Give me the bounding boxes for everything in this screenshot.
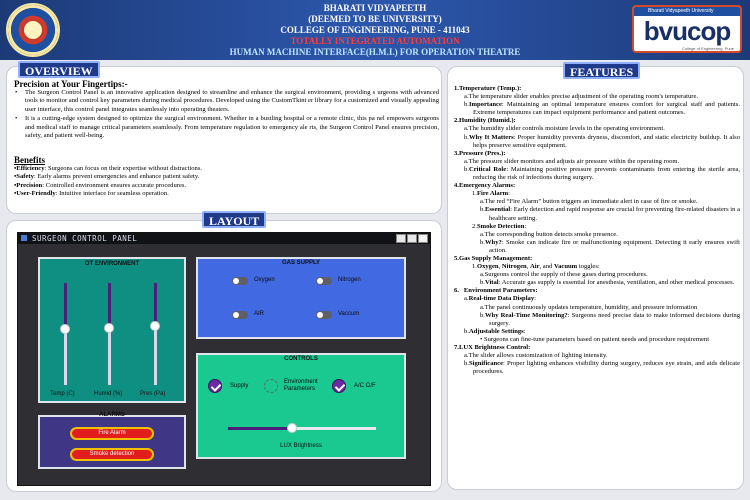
maximize-button[interactable] — [407, 234, 417, 243]
app-icon — [21, 235, 27, 241]
pressure-slider[interactable] — [154, 283, 157, 385]
feature-line: 2.Smoke Detection: — [472, 222, 527, 230]
benefits-list — [14, 165, 202, 199]
feature-line: b.Essential: Early detection and rapid response are crucial for preventing fire-related disasters in a healthcare setting. — [480, 206, 740, 222]
benefits-title: Benefits — [14, 155, 45, 165]
vacuum-label: Vaccum — [338, 311, 360, 317]
feature-line: b.Why?: Smoke can indicate fire or malfunctioning equipment. Detecting it early ensures swift action. — [480, 238, 740, 254]
ac-onoff-label: A/C O/F — [354, 383, 376, 389]
humidity-label: Humid (%) — [94, 391, 123, 397]
feature-line: a.The corresponding button detects smoke presence. — [480, 230, 618, 238]
college-name: COLLEGE OF ENGINEERING, PUNE - 411043 — [280, 25, 470, 35]
alarms-title: ALARMS — [99, 412, 125, 418]
close-button[interactable] — [418, 234, 428, 243]
feature-line: 1.Temperature (Temp.): — [454, 85, 522, 92]
overview-point: • It is a cutting-edge system designed to optimize the surgical environment. Whether in a bustling hospital or a remote clinic, this pa nel empowers surgeons and medical staff to manage critical parameters seamlessly. From temperature regulation to emergency ale rts, the Surgeon Control Panel ensures precision, safety, and patient well-being. — [13, 115, 439, 140]
feature-line: b.Importance: Maintaining an optimal temperature ensures comfort for surgical staff and patients. Extreme temperatures can impact equipment performance and patient outcomes. — [464, 101, 740, 117]
feature-line: a.Real-time Data Display: — [464, 295, 536, 303]
environment-parameters-checkbox[interactable] — [264, 379, 278, 393]
university-name: BHARATI VIDYAPEETH — [323, 3, 427, 13]
feature-line: a.The panel continuously updates temperature, humidity, and pressure information — [480, 303, 698, 311]
feature-line: a.Surgeons control the supply of these gases during procedures. — [480, 271, 648, 279]
fire-alarm-button[interactable]: Fire Alarm — [70, 427, 154, 440]
vacuum-toggle[interactable] — [316, 311, 332, 319]
university-status: (DEEMED TO BE UNIVERSITY) — [308, 14, 442, 24]
window-titlebar[interactable] — [18, 233, 430, 244]
department-title: TOTALLY INTEGRATED AUTOMATION — [290, 36, 460, 46]
college-logo: Bharati Vidyapeeth University bvucop College of Engineering, Pune — [632, 5, 742, 53]
features-panel — [447, 66, 744, 490]
feature-line: b.Vital: Accurate gas supply is essential for anesthesia, ventilation, and other medical processes. — [480, 279, 735, 287]
overview-points — [13, 89, 439, 141]
feature-line: b.Significance: Proper lighting enhances visibility during surgery, reduces eye strain, and aids delicate procedures. — [464, 360, 740, 376]
oxygen-label: Oxygen — [254, 277, 275, 283]
slider-knob[interactable] — [150, 321, 160, 331]
supply-checkbox[interactable] — [208, 379, 222, 393]
environment-parameters-label: Environment Parameters — [284, 379, 318, 392]
nitrogen-toggle[interactable] — [316, 277, 332, 285]
humidity-slider[interactable] — [108, 283, 111, 385]
ot-environment-title: OT ENVIRONMENT — [84, 261, 140, 267]
ac-onoff-checkbox[interactable] — [332, 379, 346, 393]
overview-point: • The Surgeon Control Panel is an innovative application designed to streamline and enhance the surgical environment, providing s urgeons with advanced tools to monitor and control key parameters during medical procedures. Developed using the CustomTkint er library for a customized and visually appealing user interface, this control panel integrates seamlessly into operating theaters. — [13, 89, 439, 114]
feature-line: b.Critical Role: Maintaining positive pressure prevents contaminants from entering the sterile area, reducing the risk of infections during surgery. — [464, 165, 740, 182]
surgeon-control-panel-window — [17, 232, 431, 486]
overview-tag: OVERVIEW — [18, 61, 100, 78]
layout-tag: LAYOUT — [202, 211, 266, 228]
slider-knob[interactable] — [104, 323, 114, 333]
header-title-block — [160, 3, 590, 58]
benefit-item: •Safety: Early alarms prevent emergencies and enhance patient safety. — [14, 173, 200, 181]
temperature-label: Temp (C) — [50, 391, 75, 397]
poster-header — [0, 0, 750, 60]
window-title: SURGEON CONTROL PANEL — [32, 234, 138, 243]
feature-line: 1.Oxygen, Nitrogen, Air, and Vacuum toggles: — [472, 263, 600, 271]
supply-label: Supply — [230, 383, 249, 389]
controls-section — [196, 353, 406, 459]
feature-line: 4.Emergency Alarms: — [454, 182, 516, 190]
feature-line: 1.Fire Alarm: — [472, 190, 510, 198]
feature-line: b.Why It Matters: Proper humidity prevents dryness, discomfort, and static electricity buildup. It also helps preserve sensitive equipment. — [464, 133, 740, 149]
controls-title: CONTROLS — [284, 356, 318, 362]
logo-wordmark: bvucop — [643, 16, 731, 46]
feature-line: 2.Humidity (Humid.): — [454, 117, 516, 125]
benefit-item: •Efficiency: Surgeons can focus on their expertise without distractions. — [14, 165, 203, 172]
feature-line: 7.LUX Brightness Control: — [454, 344, 531, 351]
feature-line: a.The red “Fire Alarm” button triggers an immediate alert in case of fire or smoke. — [480, 198, 698, 206]
pressure-label: Pres (Pa) — [140, 391, 166, 397]
temperature-slider[interactable] — [64, 283, 67, 385]
feature-line: b.Why Real-Time Monitoring?: Surgeons need precise data to make informed decisions during surgery. — [480, 311, 740, 327]
air-toggle[interactable] — [232, 311, 248, 319]
feature-line: a.The temperature slider enables precise adjustment of the operating room's temperature. — [464, 93, 699, 101]
feature-line: a.The pressure slider monitors and adjusts air pressure within the operating room. — [464, 157, 680, 165]
gas-supply-section — [196, 257, 406, 339]
slider-knob[interactable] — [60, 324, 70, 334]
feature-line: a.The humidity slider controls moisture levels in the operating environment. — [464, 125, 665, 133]
features-text — [454, 85, 740, 376]
lux-brightness-label: LUX Brightness — [280, 443, 322, 449]
benefit-item: •User-Friendly: Intuitive interface for seamless operation. — [14, 190, 169, 198]
benefit-item: •Precision: Controlled environment ensures accurate procedures. — [14, 181, 187, 189]
slider-knob[interactable] — [287, 423, 297, 433]
nitrogen-label: Nitrogen — [338, 277, 361, 283]
university-seal-icon — [6, 3, 60, 57]
air-label: AIR — [254, 311, 265, 317]
smoke-detection-button[interactable]: Smoke detection — [70, 448, 154, 461]
project-title: HUMAN MACHINE INTERFACE(H.M.I.) FOR OPERATION THEATRE — [229, 47, 521, 57]
feature-line: 6. Environment Parameters: — [454, 287, 538, 295]
feature-line: a.The slider allows customization of lighting intensity. — [464, 352, 608, 360]
overview-heading: Precision at Your Fingertips:- — [14, 79, 128, 89]
gas-supply-title: GAS SUPPLY — [281, 260, 321, 266]
oxygen-toggle[interactable] — [232, 277, 248, 285]
minimize-button[interactable] — [396, 234, 406, 243]
ot-environment-section — [38, 257, 186, 403]
overview-panel — [6, 66, 442, 214]
feature-line: b.Adjustable Settings: — [464, 327, 526, 335]
feature-line: • Surgeons can fine-tune parameters based on patient needs and procedure requirement — [480, 335, 710, 343]
feature-line: 5.Gas Supply Management: — [454, 254, 533, 262]
features-tag: FEATURES — [563, 62, 640, 79]
lux-brightness-slider[interactable] — [228, 427, 376, 430]
alarms-section — [38, 412, 186, 469]
feature-line: 3.Pressure (Pres.): — [454, 149, 506, 157]
